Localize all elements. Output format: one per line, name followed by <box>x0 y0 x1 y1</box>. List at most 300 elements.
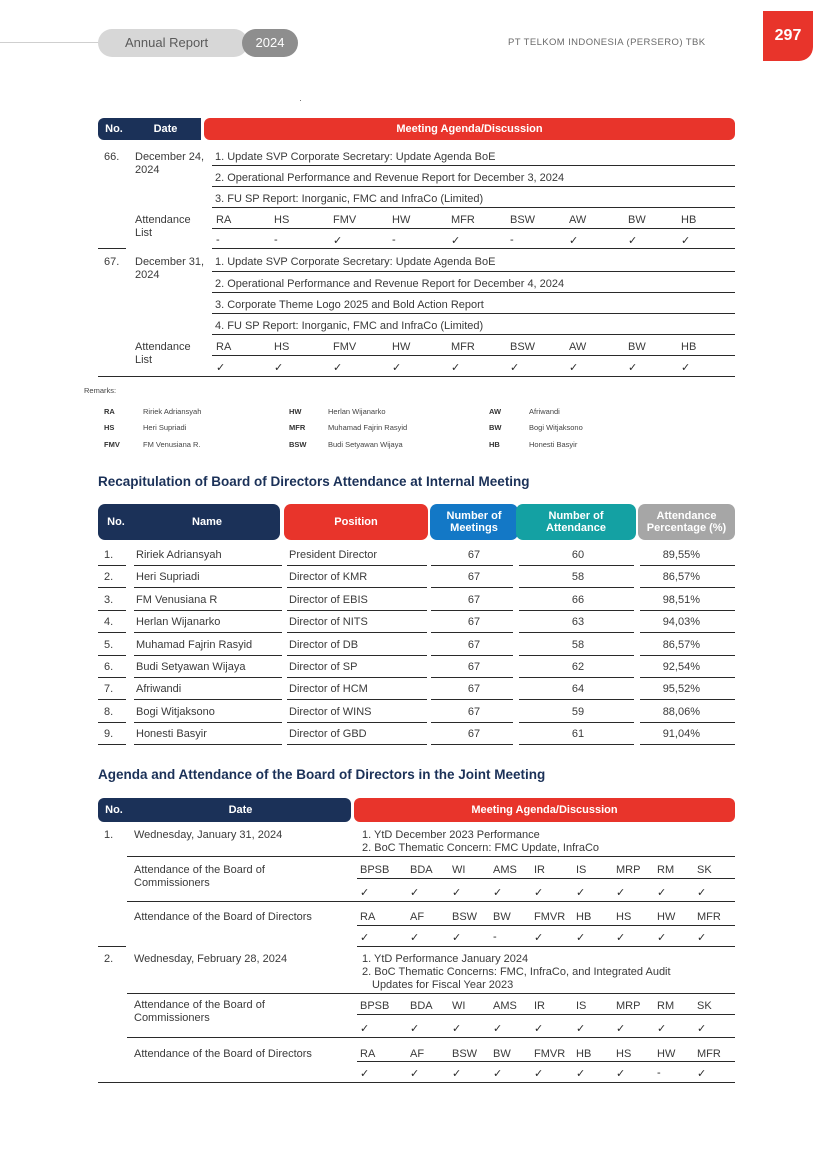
remark-code: HW <box>289 407 302 416</box>
bod-code: MFR <box>697 1048 721 1060</box>
boc-mark: ✓ <box>360 887 370 899</box>
rule <box>134 722 282 723</box>
recap-no: 5. <box>104 638 114 651</box>
rule <box>287 655 427 656</box>
boc-label: Attendance of the Board of <box>134 999 265 1011</box>
remark-name: Honesti Basyir <box>529 440 578 449</box>
attendance-label: List <box>135 227 153 239</box>
rule <box>287 610 427 611</box>
recap-meetings: 67 <box>467 593 481 606</box>
recap-no: 2. <box>104 571 114 584</box>
rule <box>212 271 735 272</box>
rule <box>640 587 735 588</box>
rule <box>212 207 735 208</box>
recap-head-meetings-line1: Number of <box>446 509 502 522</box>
rule <box>431 722 513 723</box>
rule <box>519 632 634 633</box>
rule <box>519 699 634 700</box>
bod-label: Attendance of the Board of Directors <box>134 1048 312 1060</box>
bod-code: RA <box>360 911 376 923</box>
rule <box>98 376 735 377</box>
remark-name: Afriwandi <box>529 407 560 416</box>
recap-no: 7. <box>104 683 114 696</box>
rule <box>98 610 126 611</box>
recap-position: Director of KMR <box>289 571 368 584</box>
boe-row-date-year: 2024 <box>135 269 160 281</box>
rule <box>431 699 513 700</box>
rule <box>431 632 513 633</box>
rule <box>98 744 126 745</box>
boc-code: SK <box>697 1000 712 1012</box>
boc-mark: ✓ <box>697 887 707 899</box>
recap-attendance: 60 <box>571 549 585 561</box>
recap-position: Director of SP <box>289 661 358 673</box>
recap-title: Recapitulation of Board of Directors Attendance at Internal Meeting <box>98 474 530 489</box>
boc-label: Commissioners <box>134 1012 210 1024</box>
rule <box>134 699 282 700</box>
remark-name: Bogi Witjaksono <box>529 423 583 432</box>
boc-code: BPSB <box>360 864 390 876</box>
boe-head-date: Date <box>130 118 201 140</box>
recap-percentage: 86,57% <box>662 571 700 584</box>
attendance-label: Attendance <box>135 214 191 226</box>
rule <box>98 565 126 566</box>
bod-mark: ✓ <box>697 1068 707 1080</box>
bod-mark: ✓ <box>534 1068 544 1080</box>
attendance-code: BW <box>628 214 646 226</box>
header-rule <box>0 42 110 43</box>
bod-label: Attendance of the Board of Directors <box>134 911 312 923</box>
recap-attendance: 66 <box>571 593 585 606</box>
boc-code: IR <box>534 864 545 876</box>
remark-name: Ririek Adriansyah <box>143 407 202 416</box>
bod-code: HW <box>657 911 676 923</box>
boc-code: IS <box>576 1000 587 1012</box>
remark-code: HB <box>489 440 500 449</box>
recap-meetings: 67 <box>467 616 481 629</box>
rule <box>287 632 427 633</box>
boc-label: Commissioners <box>134 877 210 889</box>
rule <box>357 1014 735 1015</box>
boe-head-agenda: Meeting Agenda/Discussion <box>204 118 735 140</box>
joint-agenda-item: 1. YtD December 2023 Performance <box>362 829 540 841</box>
recap-position: Director of NITS <box>289 616 368 629</box>
bod-code: HB <box>576 911 592 923</box>
attendance-code: HW <box>392 341 411 353</box>
recap-name: Heri Supriadi <box>136 571 200 584</box>
attendance-mark: ✓ <box>681 235 691 247</box>
bod-mark: ✓ <box>410 1068 420 1080</box>
rule <box>98 946 126 947</box>
attendance-label: Attendance <box>135 341 191 353</box>
boc-code: MRP <box>616 1000 641 1012</box>
bod-mark: - <box>493 931 497 943</box>
recap-position: Director of HCM <box>289 683 368 696</box>
attendance-mark: - <box>216 234 220 246</box>
recap-name: Honesti Basyir <box>136 728 207 741</box>
boe-agenda-item: 3. Corporate Theme Logo 2025 and Bold Action Report <box>215 299 484 311</box>
rule <box>640 699 735 700</box>
rule <box>287 565 427 566</box>
rule <box>640 744 735 745</box>
rule <box>431 677 513 678</box>
attendance-code: MFR <box>451 341 475 353</box>
bod-mark: ✓ <box>616 1068 626 1080</box>
boc-mark: ✓ <box>410 1023 420 1035</box>
rule <box>98 632 126 633</box>
attendance-code: MFR <box>451 214 475 226</box>
attendance-mark: ✓ <box>451 235 461 247</box>
bod-mark: ✓ <box>616 932 626 944</box>
attendance-mark: ✓ <box>333 235 343 247</box>
boc-code: WI <box>452 864 466 876</box>
recap-meetings: 67 <box>467 705 481 718</box>
boc-mark: ✓ <box>360 1023 370 1035</box>
rule <box>519 610 634 611</box>
stray-dot <box>300 100 301 101</box>
rule <box>640 722 735 723</box>
rule <box>98 699 126 700</box>
recap-head-attendance-line1: Number of <box>548 509 604 522</box>
attendance-code: BSW <box>510 341 536 353</box>
remark-code: MFR <box>289 423 306 432</box>
rule <box>134 744 282 745</box>
bod-code: BW <box>493 911 511 923</box>
remark-code: RA <box>104 407 115 416</box>
rule <box>212 248 735 249</box>
boc-code: BDA <box>410 1000 433 1012</box>
recap-position: Director of EBIS <box>289 593 368 606</box>
recap-name: Ririek Adriansyah <box>136 549 222 561</box>
attendance-code: FMV <box>333 341 357 353</box>
recap-head-meetings <box>430 504 518 540</box>
remark-name: Herlan Wijanarko <box>328 407 386 416</box>
recap-percentage: 95,52% <box>662 683 700 696</box>
rule <box>357 878 735 879</box>
rule <box>212 186 735 187</box>
joint-row-date: Wednesday, January 31, 2024 <box>134 829 283 841</box>
recap-attendance: 63 <box>571 616 585 629</box>
boc-code: MRP <box>616 864 641 876</box>
boe-agenda-item: 1. Update SVP Corporate Secretary: Update Agenda BoE <box>215 256 496 268</box>
rule <box>127 901 735 902</box>
bod-code: AF <box>410 1048 425 1060</box>
rule <box>431 565 513 566</box>
rule <box>287 722 427 723</box>
recap-position: Director of WINS <box>289 705 372 718</box>
joint-row-date: Wednesday, February 28, 2024 <box>134 953 288 965</box>
rule <box>519 744 634 745</box>
attendance-mark: ✓ <box>451 362 461 374</box>
joint-head-date: Date <box>228 803 253 816</box>
remark-code: BSW <box>289 440 307 449</box>
rule <box>519 655 634 656</box>
rule <box>640 610 735 611</box>
bod-mark: ✓ <box>452 1068 462 1080</box>
recap-position: President Director <box>289 549 378 561</box>
boc-mark: ✓ <box>452 887 462 899</box>
joint-row-no: 2. <box>104 953 114 965</box>
bod-mark: ✓ <box>534 932 544 944</box>
recap-attendance: 59 <box>571 705 585 718</box>
boc-code: IR <box>534 1000 545 1012</box>
bod-mark: ✓ <box>452 932 462 944</box>
bod-code: AF <box>410 911 425 923</box>
rule <box>98 722 126 723</box>
bod-mark: ✓ <box>657 932 667 944</box>
recap-attendance: 58 <box>571 571 585 584</box>
boc-mark: ✓ <box>576 887 586 899</box>
recap-position: Director of DB <box>289 638 359 651</box>
recap-percentage: 92,54% <box>662 661 700 673</box>
recap-head-no: No. <box>107 515 125 528</box>
attendance-mark: - <box>510 234 514 246</box>
attendance-code: RA <box>216 341 232 353</box>
company-name: PT TELKOM INDONESIA (PERSERO) TBK <box>508 37 706 48</box>
recap-no: 9. <box>104 728 114 741</box>
boe-row-date: December 31, <box>135 256 205 268</box>
recap-no: 6. <box>104 661 114 673</box>
rule <box>98 587 126 588</box>
rule <box>127 856 735 857</box>
boc-mark: ✓ <box>410 887 420 899</box>
recap-percentage: 86,57% <box>662 638 700 651</box>
attendance-label: List <box>135 354 153 366</box>
recap-percentage: 91,04% <box>662 728 700 741</box>
joint-title: Agenda and Attendance of the Board of Directors in the Joint Meeting <box>98 767 546 782</box>
recap-head-attendance-line2: Attendance <box>546 522 606 534</box>
remark-code: FMV <box>104 440 120 449</box>
rule <box>98 248 126 249</box>
boc-mark: ✓ <box>534 887 544 899</box>
boc-code: RM <box>657 1000 675 1012</box>
recap-head-percentage-line2: Percentage (%) <box>646 522 727 534</box>
attendance-mark: ✓ <box>681 362 691 374</box>
rule <box>431 744 513 745</box>
rule <box>287 587 427 588</box>
attendance-code: AW <box>569 214 587 226</box>
bod-mark: ✓ <box>360 932 370 944</box>
joint-agenda-item: 2. BoC Thematic Concern: FMC Update, InfraCo <box>362 842 600 854</box>
bod-code: RA <box>360 1048 376 1060</box>
recap-head-meetings-line2: Meetings <box>450 522 498 534</box>
attendance-mark: - <box>392 234 396 246</box>
recap-no: 8. <box>104 705 114 718</box>
boc-code: RM <box>657 864 675 876</box>
recap-meetings: 67 <box>467 728 481 741</box>
rule <box>212 334 735 335</box>
rule <box>212 355 735 356</box>
rule <box>431 610 513 611</box>
recap-percentage: 94,03% <box>662 616 700 629</box>
recap-attendance: 62 <box>571 661 585 673</box>
recap-attendance: 64 <box>571 683 585 696</box>
rule <box>212 228 735 229</box>
rule <box>127 1037 735 1038</box>
recap-percentage: 98,51% <box>662 593 700 606</box>
bod-mark: ✓ <box>576 1068 586 1080</box>
rule <box>640 677 735 678</box>
attendance-mark: ✓ <box>392 362 402 374</box>
boe-agenda-item: 3. FU SP Report: Inorganic, FMC and InfraCo (Limited) <box>215 193 484 205</box>
recap-no: 4. <box>104 616 114 629</box>
bod-code: HB <box>576 1048 592 1060</box>
remark-code: HS <box>104 423 115 432</box>
attendance-code: HS <box>274 214 290 226</box>
boc-mark: ✓ <box>616 1023 626 1035</box>
bod-code: FMVR <box>534 1048 566 1060</box>
recap-meetings: 67 <box>467 638 481 651</box>
report-year-pill: 2024 <box>242 29 298 57</box>
boc-mark: ✓ <box>452 1023 462 1035</box>
bod-code: BW <box>493 1048 511 1060</box>
recap-name: Afriwandi <box>136 683 182 696</box>
rule <box>640 565 735 566</box>
boc-mark: ✓ <box>493 887 503 899</box>
boc-mark: ✓ <box>534 1023 544 1035</box>
boc-code: BDA <box>410 864 433 876</box>
attendance-code: HW <box>392 214 411 226</box>
recap-head-percentage <box>638 504 735 540</box>
remark-code: AW <box>489 407 502 416</box>
rule <box>431 655 513 656</box>
rule <box>134 587 282 588</box>
attendance-mark: ✓ <box>274 362 284 374</box>
boc-mark: ✓ <box>616 887 626 899</box>
attendance-mark: ✓ <box>628 362 638 374</box>
bod-code: HS <box>616 1048 632 1060</box>
joint-agenda-item: 1. YtD Performance January 2024 <box>362 953 529 965</box>
recap-meetings: 67 <box>467 549 481 561</box>
rule <box>212 292 735 293</box>
boe-agenda-item: 2. Operational Performance and Revenue Report for December 3, 2024 <box>215 172 565 184</box>
boc-mark: ✓ <box>576 1023 586 1035</box>
recap-name: Muhamad Fajrin Rasyid <box>136 638 253 651</box>
rule <box>357 925 735 926</box>
report-title-pill: Annual Report <box>98 29 248 57</box>
recap-meetings: 67 <box>467 661 481 673</box>
boe-head-no: No. <box>98 118 130 140</box>
rule <box>357 946 735 947</box>
bod-code: BSW <box>452 911 478 923</box>
remark-name: Muhamad Fajrin Rasyid <box>328 423 408 432</box>
attendance-mark: ✓ <box>510 362 520 374</box>
recap-attendance: 58 <box>571 638 585 651</box>
rule <box>212 165 735 166</box>
attendance-code: HB <box>681 341 697 353</box>
joint-agenda-item: 2. BoC Thematic Concerns: FMC, InfraCo, and Integrated Audit <box>362 966 671 978</box>
boe-agenda-item: 4. FU SP Report: Inorganic, FMC and InfraCo (Limited) <box>215 320 484 332</box>
rule <box>134 632 282 633</box>
recap-meetings: 67 <box>467 571 481 584</box>
rule <box>640 632 735 633</box>
rule <box>98 1082 735 1083</box>
attendance-code: FMV <box>333 214 357 226</box>
boe-row-no: 67. <box>104 256 120 268</box>
attendance-code: AW <box>569 341 587 353</box>
recap-head-position: Position <box>284 504 428 540</box>
recap-no: 1. <box>104 549 114 561</box>
rule <box>519 587 634 588</box>
bod-mark: ✓ <box>410 932 420 944</box>
recap-no: 3. <box>104 593 114 606</box>
boc-mark: ✓ <box>657 887 667 899</box>
page-number: 297 <box>763 11 813 61</box>
recap-head-attendance <box>516 504 636 540</box>
rule <box>431 587 513 588</box>
bod-mark: ✓ <box>576 932 586 944</box>
recap-attendance: 61 <box>571 728 585 741</box>
recap-meetings: 67 <box>467 683 481 696</box>
remark-name: Budi Setyawan Wijaya <box>328 440 403 449</box>
attendance-mark: ✓ <box>569 235 579 247</box>
recap-percentage: 88,06% <box>662 705 700 718</box>
bod-mark: ✓ <box>360 1068 370 1080</box>
rule <box>127 993 735 994</box>
bod-mark: - <box>657 1067 661 1079</box>
recap-head-name: Name <box>192 515 222 528</box>
attendance-mark: ✓ <box>569 362 579 374</box>
bod-mark: ✓ <box>493 1068 503 1080</box>
bod-code: HW <box>657 1048 676 1060</box>
boe-agenda-item: 1. Update SVP Corporate Secretary: Update Agenda BoE <box>215 151 496 163</box>
bod-code: HS <box>616 911 632 923</box>
bod-code: FMVR <box>534 911 566 923</box>
attendance-code: BW <box>628 341 646 353</box>
recap-name: FM Venusiana R <box>136 593 218 606</box>
bod-mark: ✓ <box>697 932 707 944</box>
boe-row-no: 66. <box>104 151 120 163</box>
boc-code: IS <box>576 864 587 876</box>
joint-row-no: 1. <box>104 829 114 841</box>
boe-agenda-item: 2. Operational Performance and Revenue Report for December 4, 2024 <box>215 278 565 290</box>
remark-name: FM Venusiana R. <box>143 440 201 449</box>
boe-row-date: December 24, <box>135 151 205 163</box>
boc-code: AMS <box>493 1000 517 1012</box>
attendance-mark: ✓ <box>333 362 343 374</box>
rule <box>134 677 282 678</box>
rule <box>134 610 282 611</box>
attendance-code: RA <box>216 214 232 226</box>
recap-name: Bogi Witjaksono <box>136 705 215 718</box>
boc-code: AMS <box>493 864 517 876</box>
rule <box>287 677 427 678</box>
rule <box>287 699 427 700</box>
rule <box>287 744 427 745</box>
remark-code: BW <box>489 423 502 432</box>
recap-position: Director of GBD <box>289 728 367 741</box>
recap-name: Budi Setyawan Wijaya <box>136 661 246 673</box>
rule <box>519 722 634 723</box>
rule <box>212 313 735 314</box>
joint-head-no: No. <box>105 803 123 816</box>
rule <box>519 565 634 566</box>
remark-name: Heri Supriadi <box>143 423 187 432</box>
attendance-code: BSW <box>510 214 536 226</box>
bod-code: BSW <box>452 1048 478 1060</box>
joint-head-agenda: Meeting Agenda/Discussion <box>354 798 735 822</box>
attendance-mark: - <box>274 234 278 246</box>
rule <box>357 1061 735 1062</box>
boc-mark: ✓ <box>493 1023 503 1035</box>
attendance-mark: ✓ <box>628 235 638 247</box>
boc-mark: ✓ <box>697 1023 707 1035</box>
bod-code: MFR <box>697 911 721 923</box>
boc-label: Attendance of the Board of <box>134 864 265 876</box>
recap-head-percentage-line1: Attendance <box>656 509 717 522</box>
boc-code: BPSB <box>360 1000 390 1012</box>
rule <box>134 565 282 566</box>
